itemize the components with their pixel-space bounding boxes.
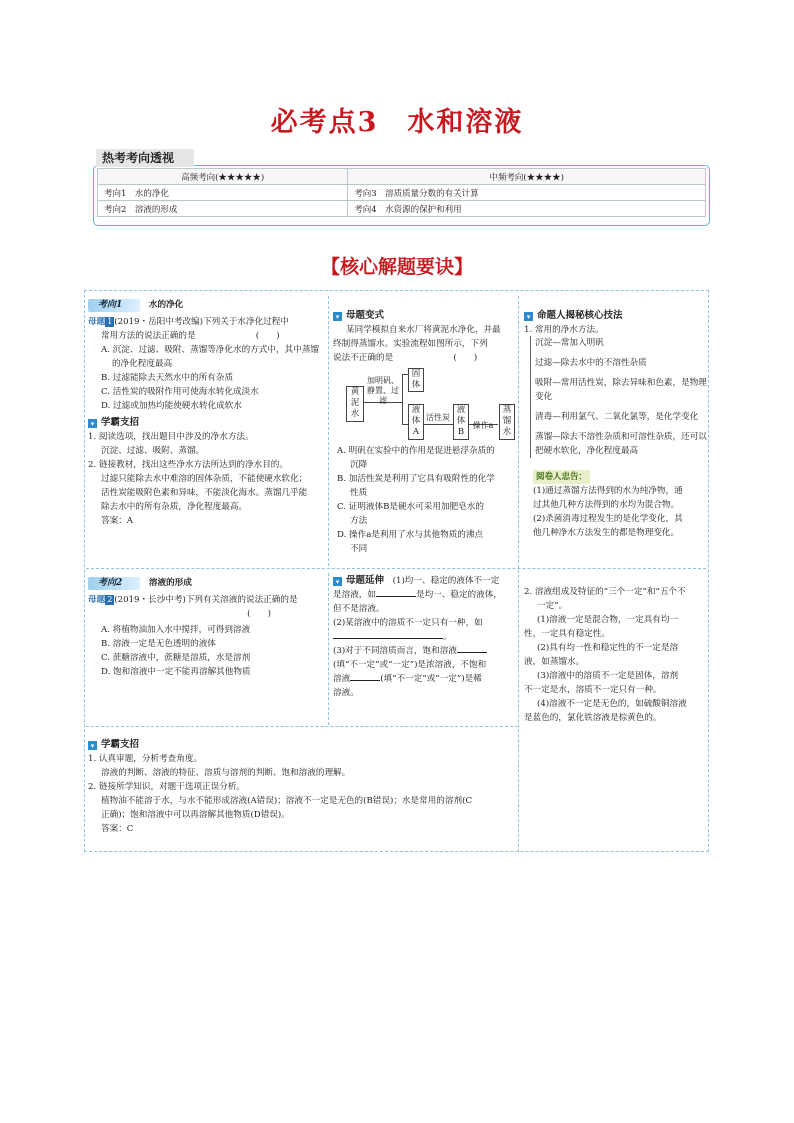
tip-line: 过滤只能除去水中难溶的固体杂质，不能使硬水软化； xyxy=(101,474,308,484)
question-label: 母题 xyxy=(88,317,106,327)
flow-op-label: 操作a xyxy=(472,421,494,430)
flow-arrow xyxy=(402,374,403,424)
question-text: (2019・长沙中考)下列有关溶液的说法正确的是 xyxy=(114,595,298,605)
mid-freq-header: 中频考向(★★★★) xyxy=(348,169,706,185)
tip-line: 1. 阅读选项，找出题目中涉及的净水方法。 xyxy=(88,432,254,442)
option: B. 加活性炭是利用了它具有吸附性的化学 xyxy=(337,474,495,484)
extension-text: (3)对于不同溶质而言，饱和溶液 xyxy=(333,646,457,656)
flow-muddy-water: 黄泥水 xyxy=(346,386,364,422)
note-line: 他几种净水方法发生的都是物理变化。 xyxy=(533,528,680,538)
tip-line: 植物油不能溶于水，与水不能形成溶液(A错误)；溶液不一定是无色的(B错误)；水是常用的溶剂(C xyxy=(101,796,473,806)
question-label: 母题 xyxy=(88,595,106,605)
feature-line: (3)溶液中的溶质不一定是固体，溶剂 xyxy=(537,671,679,681)
feature-line: 一定”。 xyxy=(537,601,568,611)
option: A. 将植物油加入水中搅拌，可得到溶液 xyxy=(101,625,251,635)
feature-line: (1)溶液一定是混合物，一定具有均一 xyxy=(537,615,679,625)
extension-text: 是溶液，如 xyxy=(333,590,376,600)
divider xyxy=(86,726,518,727)
secret-title: 命题人揭秘核心技法 xyxy=(537,310,623,321)
extension-text: (2)某溶液中的溶质不一定只有一种，如 xyxy=(333,618,483,628)
option: B. 溶液一定是无色透明的液体 xyxy=(101,639,216,649)
extension-text: (填“不一定”或“一定”)是稀 xyxy=(380,674,482,684)
option: D. 过滤或加热均能使硬水转化成软水 xyxy=(101,401,242,411)
extension-text: 是均一、稳定的液体， xyxy=(415,590,502,600)
high-freq-header: 高频考向(★★★★★) xyxy=(98,169,348,185)
tip-line: 2. 链接教材，找出这些净水方法所达到的净水目的。 xyxy=(88,460,288,470)
feature-line: 不一定是水，溶质不一定只有一种。 xyxy=(524,685,662,695)
tips2-block xyxy=(88,738,516,836)
divider xyxy=(328,296,329,566)
grader-notes xyxy=(533,470,709,540)
feature-line: 性，一定具有稳定性。 xyxy=(524,629,610,639)
extension-block: ▾ 母题延伸 (1)均一、稳定的液体不一定 是溶液，如 是均一、稳定的液体， 但不是溶液。 (2)某溶液中的溶质不一定只有一种，如 。 (3)对于不同溶质而言，饱和溶液 (填“不一定”或“一定”)是浓溶液，不饱和 溶液 (填“不一定”或“一定”)是稀 溶液。 xyxy=(333,574,517,700)
tip-line: 活性炭能吸附色素和异味，不能淡化海水。蒸馏几乎能 xyxy=(101,488,308,498)
extension-text: 溶液。 xyxy=(333,688,359,698)
topic2-name: 溶液的形成 xyxy=(148,578,192,588)
method-item: 蒸馏—除去不溶性杂质和可溶性杂质，还可以把硬水软化，净化程度最高 xyxy=(535,432,707,456)
tip-line: 1. 认真审题，分析考查角度。 xyxy=(88,754,203,764)
divider xyxy=(518,296,519,852)
tip-line: 2. 链接所学知识，对题干选项正误分析。 xyxy=(88,782,246,792)
topic2-badge: 考向2 xyxy=(88,577,140,590)
option: A. 明矾在实验中的作用是促进悬浮杂质的 xyxy=(337,446,495,456)
note-line: (2)杀菌消毒过程发生的是化学变化，其 xyxy=(533,514,683,524)
purification-chain xyxy=(530,336,713,458)
option: C. 蔗糖溶液中，蔗糖是溶质，水是溶剂 xyxy=(101,653,251,663)
option: 沉降 xyxy=(350,460,368,470)
variant-title: 母题变式 xyxy=(346,310,385,321)
topic1-badge: 考向1 xyxy=(88,299,140,312)
tips-title: 学霸支招 xyxy=(101,417,140,428)
divider xyxy=(328,573,329,725)
answer: 答案：C xyxy=(101,824,134,834)
option: 方法 xyxy=(350,516,368,526)
section-marker-icon: ▾ xyxy=(88,419,97,428)
flow-step1-label: 加明矾、静置、过滤 xyxy=(367,376,399,405)
method-item: 吸附—常用活性炭，除去异味和色素，是物理变化 xyxy=(535,378,707,402)
flow-arrow xyxy=(423,424,453,425)
blank xyxy=(333,638,443,639)
topic2-block xyxy=(88,576,324,679)
secret-head: 1. 常用的净水方法。 xyxy=(524,325,604,335)
option: A. 沉淀、过滤、吸附、蒸馏等净化水的方式中，其中蒸馏 xyxy=(101,345,319,355)
question-number: 1 xyxy=(107,317,113,326)
option: 不同 xyxy=(350,544,368,554)
hot-topics-table xyxy=(97,168,706,217)
tips2-title: 学霸支招 xyxy=(101,739,140,750)
flow-liquid-b: 液体B xyxy=(453,404,469,440)
question-text: ( ) xyxy=(101,609,271,619)
core-heading: 【核心解题要诀】 xyxy=(320,256,473,278)
extension-text: (1)均一、稳定的液体不一定 xyxy=(392,576,500,586)
tip-line: 溶液的判断、溶液的特征、溶质与溶剂的判断、饱和溶液的理解。 xyxy=(101,768,351,778)
extension-text: (填“不一定”或“一定”)是浓溶液，不饱和 xyxy=(333,660,487,670)
topic1-name: 水的净化 xyxy=(148,300,184,310)
answer: 答案：A xyxy=(101,516,133,526)
flow-distilled: 蒸馏水 xyxy=(499,404,515,440)
tip-line: 沉淀、过滤、吸附、蒸馏。 xyxy=(101,446,205,456)
option: D. 饱和溶液中一定不能再溶解其他物质 xyxy=(101,667,251,677)
note-line: (1)通过蒸馏方法得到的水为纯净物，通 xyxy=(533,486,683,496)
section-marker-icon: ▾ xyxy=(88,741,97,750)
variant-text: 终制得蒸馏水。实验流程如图所示，下列 xyxy=(333,339,488,349)
table-cell: 考向2 溶液的形成 xyxy=(98,201,348,217)
flow-diagram xyxy=(342,368,518,442)
feature-line: (2)具有均一性和稳定性的不一定是溶 xyxy=(537,643,679,653)
blank xyxy=(376,596,416,597)
variant-block xyxy=(333,309,515,365)
option: C. 证明液体B是硬水可采用加肥皂水的 xyxy=(337,502,484,512)
flow-liquid-a: 液体A xyxy=(408,404,424,440)
note-line: 过其他几种方法得到的水均为混合物。 xyxy=(533,500,680,510)
question-text: (2019・岳阳中考改编)下列关于水净化过程中 xyxy=(114,317,289,327)
question-text: 常用方法的说法正确的是 ( ) xyxy=(101,331,280,341)
solution-features xyxy=(524,585,708,725)
extension-text: 溶液 xyxy=(333,674,351,684)
page-title: 必考点3 水和溶液 xyxy=(270,107,524,138)
grader-note-label: 阅卷人忠告： xyxy=(533,470,590,484)
divider xyxy=(86,568,706,569)
feature-line: 2. 溶液组成及特征的“三个一定”和“五个不 xyxy=(524,587,686,597)
table-cell: 考向4 水资源的保护和利用 xyxy=(348,201,706,217)
topic1-block xyxy=(88,298,324,528)
extension-title: 母题延伸 xyxy=(346,575,385,586)
table-cell: 考向1 水的净化 xyxy=(98,185,348,201)
flow-solid: 固体 xyxy=(408,368,424,392)
tip-line: 正确)；饱和溶液中可以再溶解其他物质(D错误)。 xyxy=(101,810,290,820)
section-marker-icon: ▾ xyxy=(333,312,342,321)
feature-line: (4)溶液不一定是无色的，如硫酸铜溶液 xyxy=(537,699,687,709)
flow-carbon-label: 活性炭 xyxy=(426,413,450,422)
feature-line: 是蓝色的，氯化铁溶液是棕黄色的。 xyxy=(524,713,662,723)
option: 的净化程度最高 xyxy=(112,359,173,369)
extension-text: 但不是溶液。 xyxy=(333,604,385,614)
option: D. 操作a是利用了水与其他物质的沸点 xyxy=(337,530,484,540)
method-item: 过滤—除去水中的不溶性杂质 xyxy=(535,358,647,368)
tip-line: 除去水中的所有杂质，净化程度最高。 xyxy=(101,502,248,512)
feature-line: 液，如蒸馏水。 xyxy=(524,657,585,667)
section-marker-icon: ▾ xyxy=(524,312,533,321)
secret-block xyxy=(524,309,708,337)
blank xyxy=(350,680,380,681)
variant-options xyxy=(337,444,517,556)
option: 性质 xyxy=(350,488,368,498)
section-marker-icon: ▾ xyxy=(333,577,342,586)
option: B. 过滤能除去天然水中的所有杂质 xyxy=(101,373,234,383)
option: C. 活性炭的吸附作用可使海水转化成淡水 xyxy=(101,387,259,397)
method-item: 沉淀—常加入明矾 xyxy=(535,338,604,348)
variant-text: 某同学模拟自来水厂将黄泥水净化，并最 xyxy=(346,325,501,335)
variant-text: 说法不正确的是 ( ) xyxy=(333,353,478,363)
table-cell: 考向3 溶质质量分数的有关计算 xyxy=(348,185,706,201)
method-item: 清毒—利用氯气、二氧化氯等，是化学变化 xyxy=(535,412,699,422)
blank xyxy=(457,652,487,653)
hot-topics-tab: 热考考向透视 xyxy=(96,149,194,167)
question-number: 2 xyxy=(107,595,113,604)
